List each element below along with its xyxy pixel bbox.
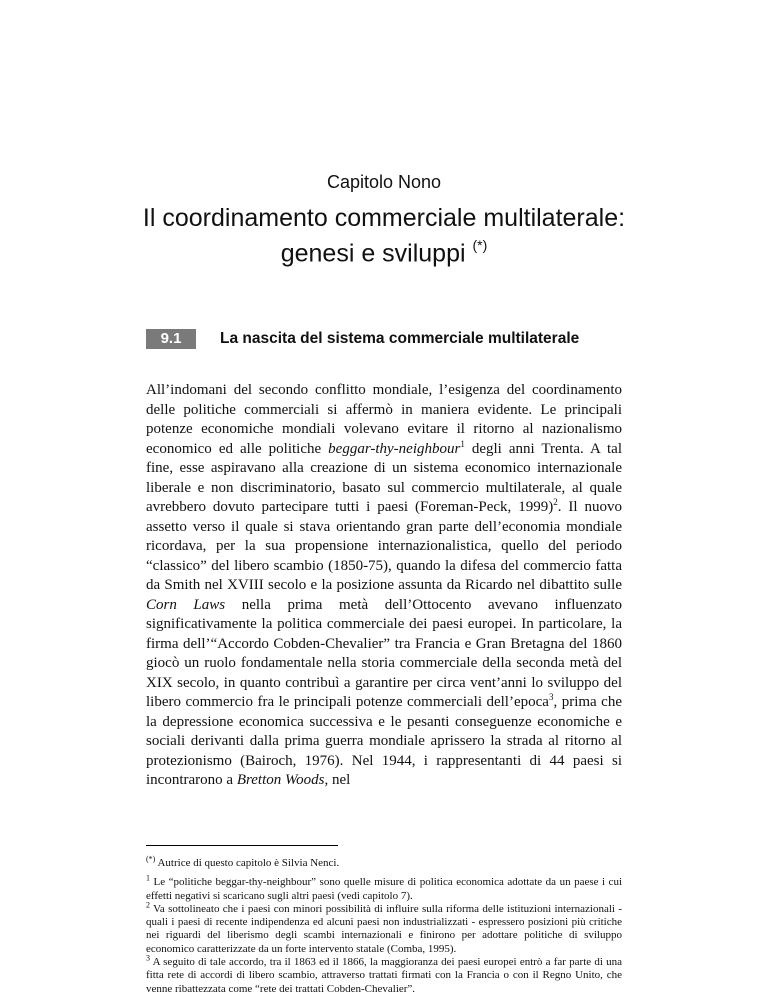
footnote-text: Va sottolineato che i paesi con minori possibilità di influire sulla riforma delle istituzioni internazionali - quali i paesi di recente indipendenza ed alcuni paesi non industrializzati - espressero posizioni più critiche nei riguardi del liberismo degli scambi internazionali e finirono per adottare politiche di sviluppo economico caratterizzate da un forte intervento statale (Comba, 1995). [146, 902, 622, 955]
footnote-marker: (*) [146, 854, 156, 864]
footnote-1 [146, 873, 622, 903]
footnote-marker: 2 [146, 900, 150, 910]
section-title: La nascita del sistema commerciale multilaterale [220, 330, 580, 347]
body-text-run: , nel [324, 772, 351, 788]
footnote-marker: 3 [146, 953, 150, 963]
body-paragraph [146, 381, 622, 791]
body-italic-term: Corn Laws [146, 596, 226, 613]
body-text-run: . Il nuovo assetto verso il quale si stava orientando gran parte dell’economia mondiale ricordava, per la sua propensione internazionalistica, quello del periodo “classico” del libero scambio (1850-75), quando la difesa del commercio fatta da Smith nel XVIII secolo e la posizione assunta da Ricardo nel dibattito sulle [146, 499, 622, 593]
body-text-run: nella prima metà dell’Ottocento avevano influenzato significativamente la politica commerciale dei paesi europei. In particolare, la firma dell’“Accordo Cobden-Chevalier” tra Francia e Gran Bretagna del 1860 giocò un ruolo fondamentale nella storia commerciale della seconda metà del XIX secolo, in quanto contribuì a garantire per circa vent’anni lo sviluppo del libero commercio fra le principali potenze commerciali dell’epoca [146, 596, 623, 710]
chapter-title [0, 204, 768, 268]
body-text-run: , prima che la depressione economica successiva e le pesanti conseguenze economiche e sociali derivanti dalla prima guerra mondiale aprissero la strada al ritorno al protezionismo (Bairoch, 1976). Nel 1944, i rappresentanti di 44 paesi si incontrarono a [146, 694, 622, 788]
footnote-divider [146, 845, 338, 846]
footnote-text: A seguito di tale accordo, tra il 1863 ed il 1866, la maggioranza dei paesi europei entrò a far parte di una fitta rete di accordi di libero scambio, attraverso trattati firmati con la Francia o con il Regno Unito, che venne ribattezzata come “rete dei trattati Cobden-Chevalier”. [146, 956, 622, 995]
section-number-badge: 9.1 [146, 329, 196, 349]
footnote-ref-1: 1 [460, 438, 465, 449]
footnote-3 [146, 953, 622, 996]
body-text-run: All’indomani del secondo conflitto mondiale, l’esigenza del coordinamento delle politiche commerciali si affermò in maniera evidente. Le principali potenze economiche mondiali volevano evitare il ritorno al nazionalismo economico ed alle politiche [146, 382, 622, 457]
chapter-label: Capitolo Nono [326, 172, 442, 192]
body-italic-term: Bretton Woods [236, 772, 325, 788]
footnote-ref-2: 2 [553, 497, 558, 507]
chapter-title-line-2-text: genesi e sviluppi [280, 239, 466, 268]
chapter-title-line-1: Il coordinamento commerciale multilaterale: [142, 204, 626, 232]
footnote-2 [146, 900, 622, 956]
body-text-run: degli anni Trenta. A tal fine, esse aspiravano alla creazione di un sistema economico internazionale liberale e non discriminatorio, basato sul commercio multilaterale, al quale avrebbero dovuto partecipare tutti i paesi (Foreman-Peck, 1999) [146, 440, 622, 515]
footnote-marker: 1 [146, 873, 150, 883]
footnote-ref-3: 3 [548, 692, 554, 702]
body-italic-term: beggar-thy-neighbour [328, 440, 461, 457]
footnote-text: Le “politiche beggar-thy-neighbour” sono quelle misure di politica economica adottate da un paese i cui effetti negativi si scaricano sugli altri paesi (vedi capitolo 7). [146, 876, 622, 902]
author-note-marker: (*) [472, 237, 488, 253]
footnote-text: Autrice di questo capitolo è Silvia Nenci. [155, 857, 340, 869]
chapter-title-line-2 [0, 233, 768, 268]
footnotes [146, 854, 622, 996]
footnote-author [146, 854, 622, 870]
